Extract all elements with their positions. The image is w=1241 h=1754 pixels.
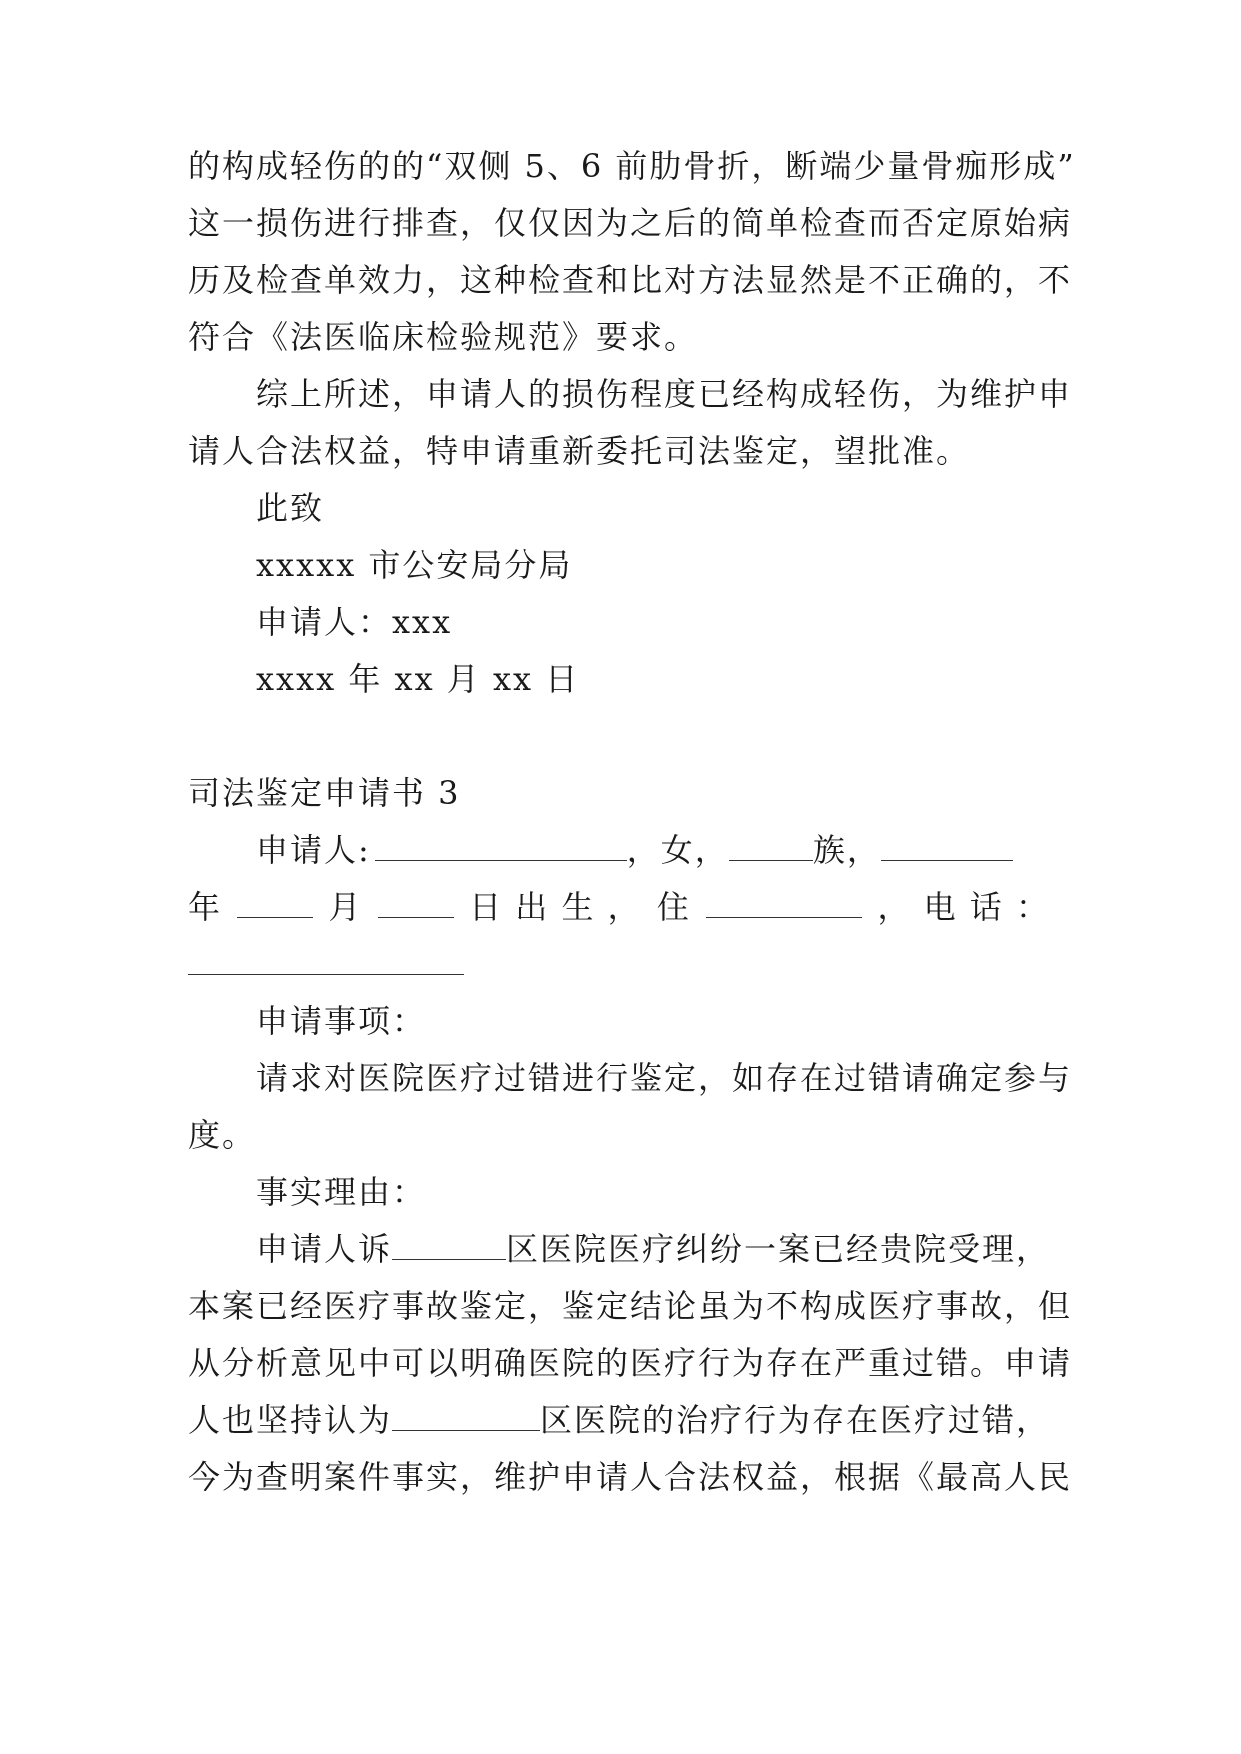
recipient: xxxxx 市公安局分局 bbox=[256, 546, 573, 584]
birth-year-blank bbox=[881, 830, 1013, 861]
ethnicity-blank bbox=[729, 830, 813, 861]
applicant-label: 申请人: bbox=[256, 831, 371, 869]
hospital-blank bbox=[392, 1229, 506, 1260]
address-blank bbox=[706, 887, 862, 918]
phone-line bbox=[188, 944, 1050, 984]
reasons-prefix: 申请人诉 bbox=[256, 1230, 393, 1268]
name-blank bbox=[375, 830, 627, 861]
reasons-prefix: 人也坚持认为 bbox=[188, 1401, 393, 1439]
month-blank bbox=[237, 887, 313, 918]
birth-address-line bbox=[188, 887, 1050, 927]
reasons-line: 本案已经医疗事故鉴定，鉴定结论虽为不构成医疗事故，但 bbox=[188, 1287, 1073, 1325]
year-label: 年 bbox=[188, 888, 223, 926]
reasons-line bbox=[256, 1229, 1050, 1269]
month-label: 月 bbox=[328, 888, 363, 926]
matters-line: 请求对医院医疗过错进行鉴定，如存在过错请确定参与 bbox=[256, 1059, 1073, 1097]
paragraph-line: 符合《法医临床检验规范》要求。 bbox=[188, 318, 699, 356]
birth-label: 日 出 生 ， bbox=[469, 888, 642, 926]
date-line: xxxx 年 xx 月 xx 日 bbox=[256, 660, 580, 698]
hospital-blank bbox=[392, 1400, 540, 1431]
matters-line: 度。 bbox=[188, 1116, 257, 1154]
paragraph-line: 的构成轻伤的的“双侧 5、6 前肋骨折，断端少量骨痂形成” bbox=[188, 147, 1076, 185]
applicant-form-line bbox=[256, 830, 1050, 870]
closing-salutation: 此致 bbox=[256, 489, 325, 527]
reasons-line: 今为查明案件事实，维护申请人合法权益，根据《最高人民 bbox=[188, 1458, 1073, 1496]
gender-text: ，女， bbox=[626, 831, 729, 869]
reasons-heading: 事实理由： bbox=[256, 1173, 427, 1211]
ethnicity-text: 族， bbox=[812, 831, 881, 869]
reasons-line: 从分析意见中可以明确医院的医疗行为存在严重过错。申请 bbox=[188, 1344, 1073, 1382]
address-label: 住 bbox=[656, 888, 691, 926]
matters-heading: 申请事项： bbox=[256, 1002, 427, 1040]
reasons-suffix: 区医院医疗纠纷一案已经贵院受理， bbox=[505, 1230, 1050, 1268]
day-blank bbox=[378, 887, 454, 918]
conclusion-line: 请人合法权益，特申请重新委托司法鉴定，望批准。 bbox=[188, 432, 971, 470]
applicant-signature: 申请人：xxx bbox=[256, 603, 453, 641]
phone-label: ， 电 话 ： bbox=[877, 888, 1050, 926]
paragraph-line: 历及检查单效力，这种检查和比对方法显然是不正确的，不 bbox=[188, 261, 1073, 299]
document-title: 司法鉴定申请书 3 bbox=[188, 774, 461, 812]
reasons-suffix: 区医院的治疗行为存在医疗过错， bbox=[539, 1401, 1050, 1439]
phone-blank bbox=[188, 944, 464, 975]
reasons-line bbox=[188, 1400, 1050, 1440]
conclusion-line: 综上所述，申请人的损伤程度已经构成轻伤，为维护申 bbox=[256, 375, 1073, 413]
paragraph-line: 这一损伤进行排查，仅仅因为之后的简单检查而否定原始病 bbox=[188, 204, 1073, 242]
